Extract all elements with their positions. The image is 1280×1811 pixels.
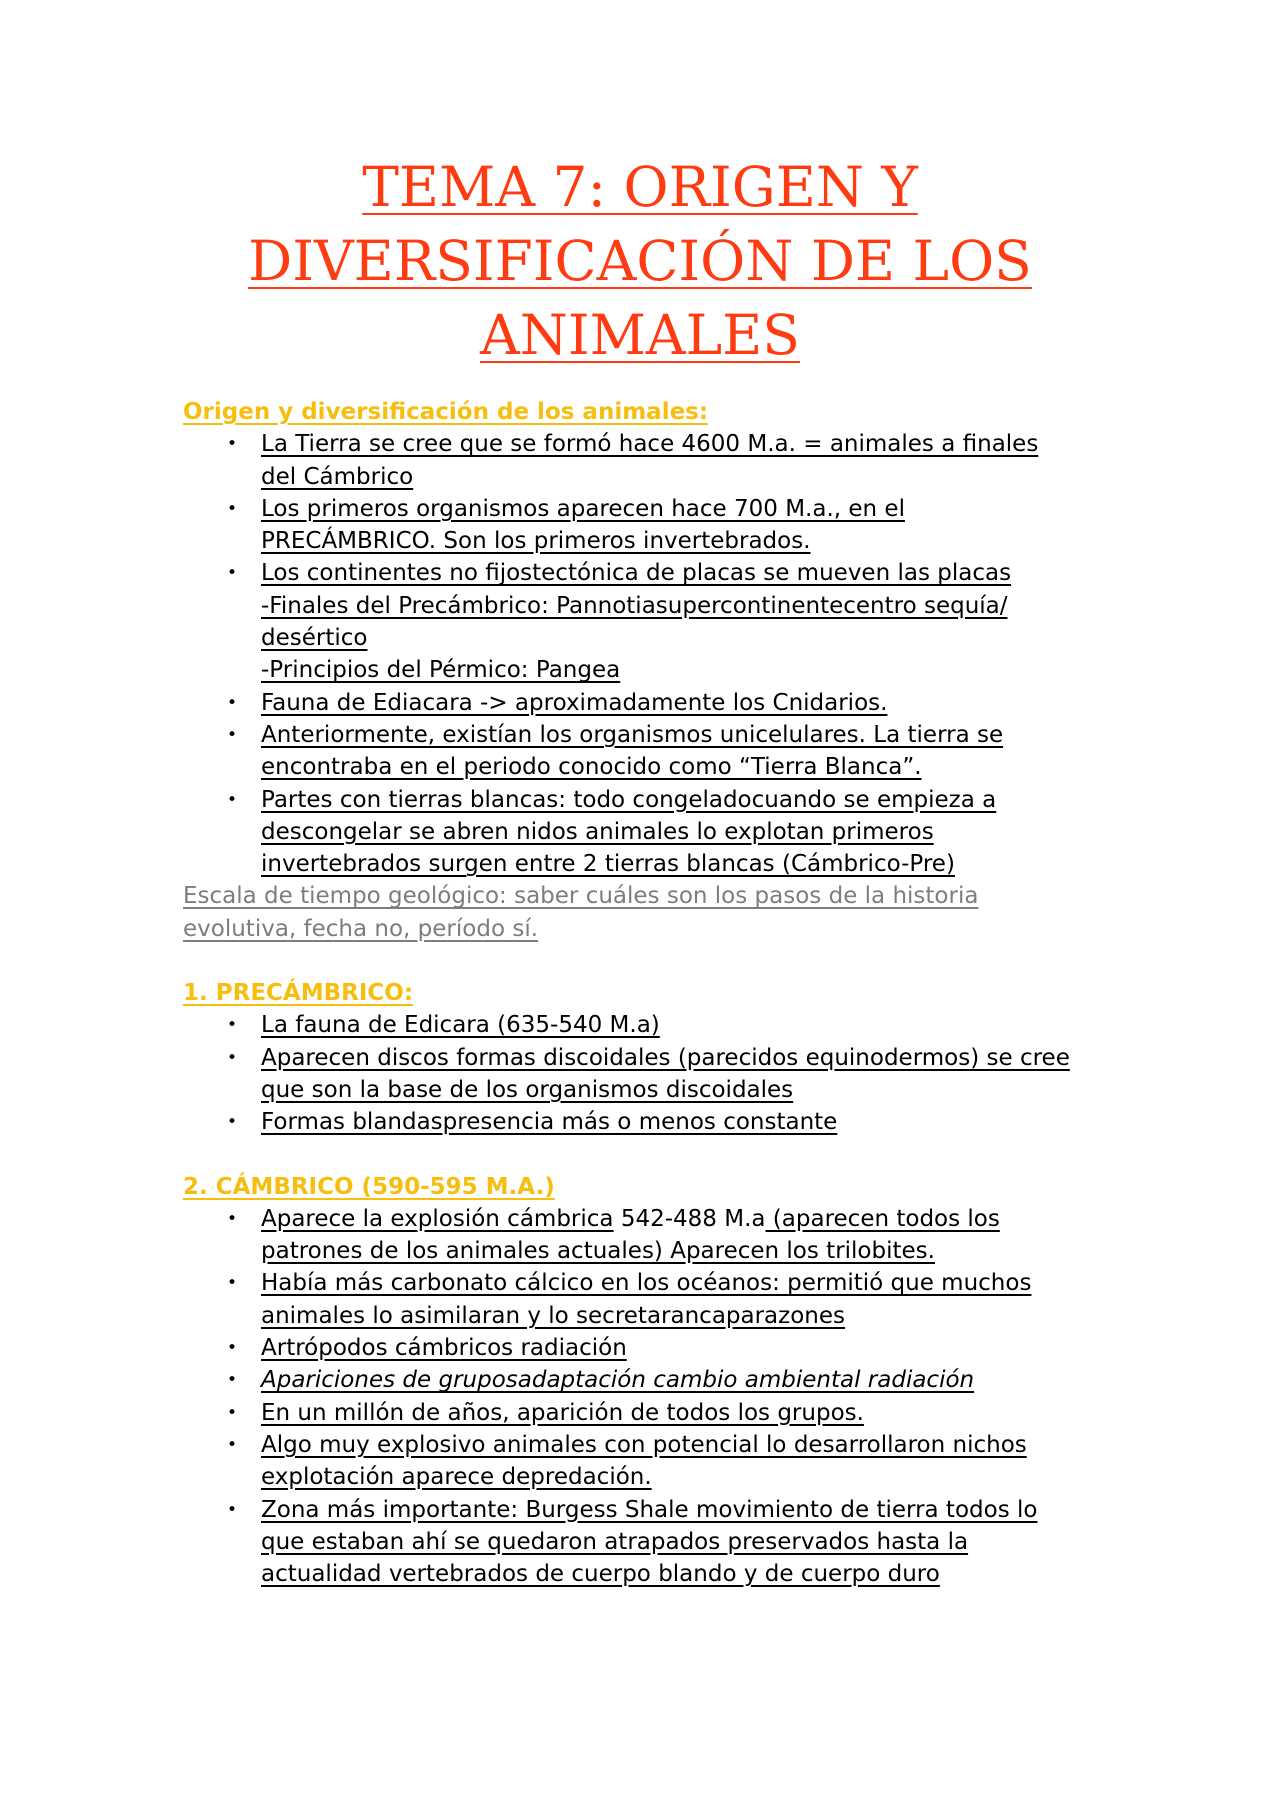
title-line-1: TEMA 7: ORIGEN Y (362, 155, 918, 219)
list-item: • Había más carbonato cálcico en los océanos: permitió que muchos animales lo asimilaran y lo secretarancaparazones (183, 1267, 1123, 1332)
section-heading-intro: Origen y diversificación de los animales: (183, 399, 709, 425)
list-item: • Artrópodos cámbricos radiación (183, 1332, 1123, 1364)
list-item: • Zona más importante: Burgess Shale movimiento de tierra todos lo que estaban ahí se quedaron atrapados preservados hasta la actualidad vertebrados de cuerpo blando y de cuerpo duro (183, 1494, 1123, 1591)
intro-list (183, 428, 1123, 880)
list-item: • Algo muy explosivo animales con potencial lo desarrollaron nichos explotación aparece depredación. (183, 1429, 1123, 1494)
list-item: • Anteriormente, existían los organismos unicelulares. La tierra se encontraba en el periodo conocido como “Tierra Blanca”. (183, 719, 1123, 784)
section-heading-precambrico: 1. PRECÁMBRICO: (183, 980, 414, 1007)
page-title (0, 150, 1280, 372)
list-item: • Aparece la explosión cámbrica 542-488 M.a (aparecen todos los patrones de los animales actuales) Aparecen los trilobites. (183, 1203, 1123, 1268)
title-line-2: DIVERSIFICACIÓN DE LOS (248, 229, 1032, 293)
list-item: • La Tierra se cree que se formó hace 4600 M.a. = animales a finales del Cámbrico (183, 428, 1123, 493)
list-item: • Aparecen discos formas discoidales (parecidos equinodermos) se cree que son la base de los organismos discoidales (183, 1042, 1123, 1107)
note-paragraph: Escala de tiempo geológico: saber cuáles son los pasos de la historia evolutiva, fecha no, período sí. (183, 883, 979, 942)
list-item: • Partes con tierras blancas: todo congeladocuando se empieza a descongelar se abren nidos animales lo explotan primeros invertebrados surgen entre 2 tierras blancas (Cámbrico-Pre) (183, 784, 1123, 881)
document-body (183, 396, 1123, 1590)
title-line-3: ANIMALES (480, 303, 800, 367)
section-heading-cambrico: 2. CÁMBRICO (590-595 M.A.) (183, 1173, 555, 1200)
list-item: • Los continentes no fijostectónica de placas se mueven las placas -Finales del Precámbrico: Pannotiasupercontinentecentro sequía/ desértico -Principios del Pérmico: Pangea (183, 557, 1123, 686)
list-item: • Fauna de Ediacara -> aproximadamente los Cnidarios. (183, 687, 1123, 719)
precambrico-list (183, 1009, 1123, 1138)
list-item: • En un millón de años, aparición de todos los grupos. (183, 1397, 1123, 1429)
list-item: • Los primeros organismos aparecen hace 700 M.a., en el PRECÁMBRICO. Son los primeros invertebrados. (183, 493, 1123, 558)
list-item: • Apariciones de gruposadaptación cambio ambiental radiación (183, 1364, 1123, 1396)
list-item: • Formas blandaspresencia más o menos constante (183, 1106, 1123, 1138)
list-item: • La fauna de Edicara (635-540 M.a) (183, 1009, 1123, 1041)
cambrico-list (183, 1203, 1123, 1591)
